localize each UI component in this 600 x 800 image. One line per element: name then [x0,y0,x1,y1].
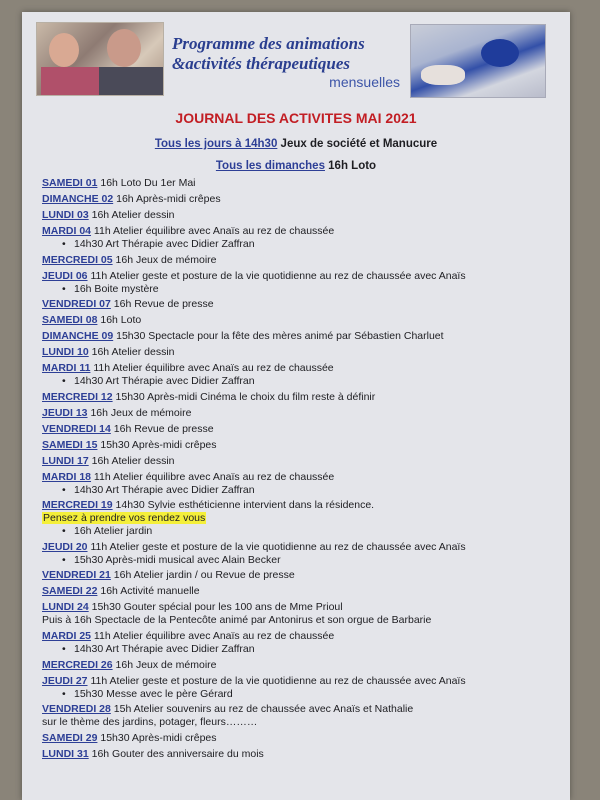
entry-day: MARDI 04 [42,225,92,237]
entry-day: VENDREDI 07 [42,298,111,310]
entry-day: JEUDI 27 [42,674,88,687]
entry-text: 16h Revue de presse [110,422,214,435]
entry-bullet: • 14h30 Art Thérapie avec Didier Zaffran [62,238,562,251]
entry-text: 15h30 Spectacle pour la fête des mères animé par Sébastien Charluet [113,330,444,342]
activity-entry [42,675,562,701]
entry-text: 16h Jeux de mémoire [112,658,217,671]
entry-text: 16h Atelier jardin / ou Revue de presse [110,569,295,581]
entry-text: 16h Après-midi crêpes [113,193,221,205]
entry-text: 15h30 Après-midi Cinéma le choix du film reste à définir [112,390,376,403]
entry-text: 16h Atelier dessin [88,454,175,467]
entry-note: sur le thème des jardins, potager, fleurs……… [42,716,258,728]
entry-day: JEUDI 06 [42,269,88,282]
activity-entry [42,254,562,267]
entry-day: MARDI 18 [42,470,92,483]
entry-text: 15h Atelier souvenirs au rez de chaussée avec Anaïs et Nathalie [110,703,414,715]
daily-activities [22,136,570,152]
activity-entry [42,346,562,359]
activity-entry [42,209,562,222]
activity-entry [42,439,562,452]
entry-day: LUNDI 31 [42,748,89,760]
entry-text: 15h30 Gouter spécial pour les 100 ans de Mme Prioul [88,601,343,613]
entry-text: 15h30 Après-midi crêpes [97,732,217,744]
entry-day: SAMEDI 22 [42,585,98,597]
entry-day: MERCREDI 26 [42,658,113,671]
entry-day: MERCREDI 12 [42,390,113,403]
activity-entry [42,270,562,296]
activity-entry [42,391,562,404]
entry-day: VENDREDI 21 [42,569,111,581]
entry-day: VENDREDI 28 [42,703,111,715]
entry-day: LUNDI 03 [42,209,89,221]
activity-entry [42,601,562,627]
entry-bullet: • 14h30 Art Thérapie avec Didier Zaffran [62,484,562,497]
entry-text: 16h Activité manuelle [97,585,200,597]
entry-day: MARDI 11 [42,362,91,374]
daily-text: Jeux de société et Manucure [277,138,438,150]
activity-entry [42,314,562,327]
activity-entry [42,455,562,468]
residents-photo [36,22,164,96]
activity-entry [42,499,562,538]
activity-entry [42,630,562,656]
entry-bullet: • 15h30 Messe avec le père Gérard [62,688,562,701]
entry-text: 16h Jeux de mémoire [112,253,217,266]
entry-text: 16h Revue de presse [110,298,214,310]
title-line-2: &activités thérapeutiques [172,54,351,73]
activity-entry [42,177,562,190]
entry-bullet: • 16h Boite mystère [62,283,562,296]
document-body [22,108,570,761]
entry-bullet: • 14h30 Art Thérapie avec Didier Zaffran [62,643,562,656]
sunday-text: 16h Loto [324,160,377,172]
entry-day: VENDREDI 14 [42,422,111,435]
entry-text: 16h Jeux de mémoire [87,406,192,419]
entry-highlight: Pensez à prendre vos rendez vous [43,512,206,524]
entry-text: 14h30 Sylvie esthéticienne intervient dans la résidence. [112,499,375,511]
entry-bullet: • 15h30 Après-midi musical avec Alain Becker [62,554,562,567]
activity-entry [42,298,562,311]
entry-text: 16h Gouter des anniversaire du mois [88,748,264,760]
entry-text: 11h Atelier équilibre avec Anaïs au rez de chaussée [91,225,335,237]
entry-day: DIMANCHE 02 [42,193,114,205]
entry-day: JEUDI 13 [42,406,88,419]
entry-day: SAMEDI 08 [42,314,98,326]
document-page [22,12,570,800]
activity-entry [42,748,562,761]
entry-text: 11h Atelier geste et posture de la vie quotidienne au rez de chaussée avec Anaïs [87,674,466,687]
document-header [22,12,570,102]
entry-day: LUNDI 17 [42,454,89,467]
journal-title: JOURNAL DES ACTIVITES MAI 2021 [175,110,417,126]
title-line-1: Programme des animations [172,34,365,53]
entry-day: SAMEDI 01 [42,177,98,189]
program-title [172,34,412,90]
entry-text: 16h Atelier dessin [88,209,175,221]
activity-photo [410,24,546,98]
entry-day: LUNDI 24 [42,601,89,613]
activity-entry [42,703,562,729]
entry-bullet: • 16h Atelier jardin [62,525,562,538]
entry-text: 16h Atelier dessin [88,346,175,358]
activity-entry [42,330,562,343]
sunday-label: Tous les dimanches [215,160,325,172]
daily-label: Tous les jours à 14h30 [154,138,278,150]
activity-entry [42,193,562,206]
entry-bullet: • 14h30 Art Thérapie avec Didier Zaffran [62,375,562,388]
activity-entry [42,569,562,582]
entry-text: 11h Atelier équilibre avec Anaïs au rez de chaussée [90,362,334,374]
entry-day: LUNDI 10 [42,346,89,358]
entry-day: SAMEDI 29 [42,732,98,744]
entry-day: MARDI 25 [42,630,92,642]
activity-list [42,177,562,761]
entry-day: MERCREDI 05 [42,253,113,266]
entry-text: 11h Atelier geste et posture de la vie quotidienne au rez de chaussée avec Anaïs [87,269,466,282]
entry-text: 11h Atelier geste et posture de la vie quotidienne au rez de chaussée avec Anaïs [87,540,466,553]
activity-entry [42,225,562,251]
title-line-3: mensuelles [329,74,400,90]
activity-entry [42,423,562,436]
entry-text: 16h Loto [97,314,142,326]
entry-text: 11h Atelier équilibre avec Anaïs au rez de chaussée [91,630,335,642]
sunday-activities [22,158,570,174]
entry-note: Puis à 16h Spectacle de la Pentecôte animé par Antonirus et son orgue de Barbarie [42,614,432,626]
entry-text: 16h Loto Du 1er Mai [97,177,196,189]
activity-entry [42,471,562,497]
activity-entry [42,732,562,745]
entry-day: MERCREDI 19 [42,499,113,511]
entry-text: 15h30 Après-midi crêpes [97,438,217,451]
entry-text: 11h Atelier équilibre avec Anaïs au rez de chaussée [91,470,335,483]
entry-day: DIMANCHE 09 [42,330,114,342]
entry-day: SAMEDI 15 [42,438,98,451]
activity-entry [42,585,562,598]
activity-entry [42,541,562,567]
activity-entry [42,659,562,672]
entry-day: JEUDI 20 [42,540,88,553]
activity-entry [42,362,562,388]
activity-entry [42,407,562,420]
